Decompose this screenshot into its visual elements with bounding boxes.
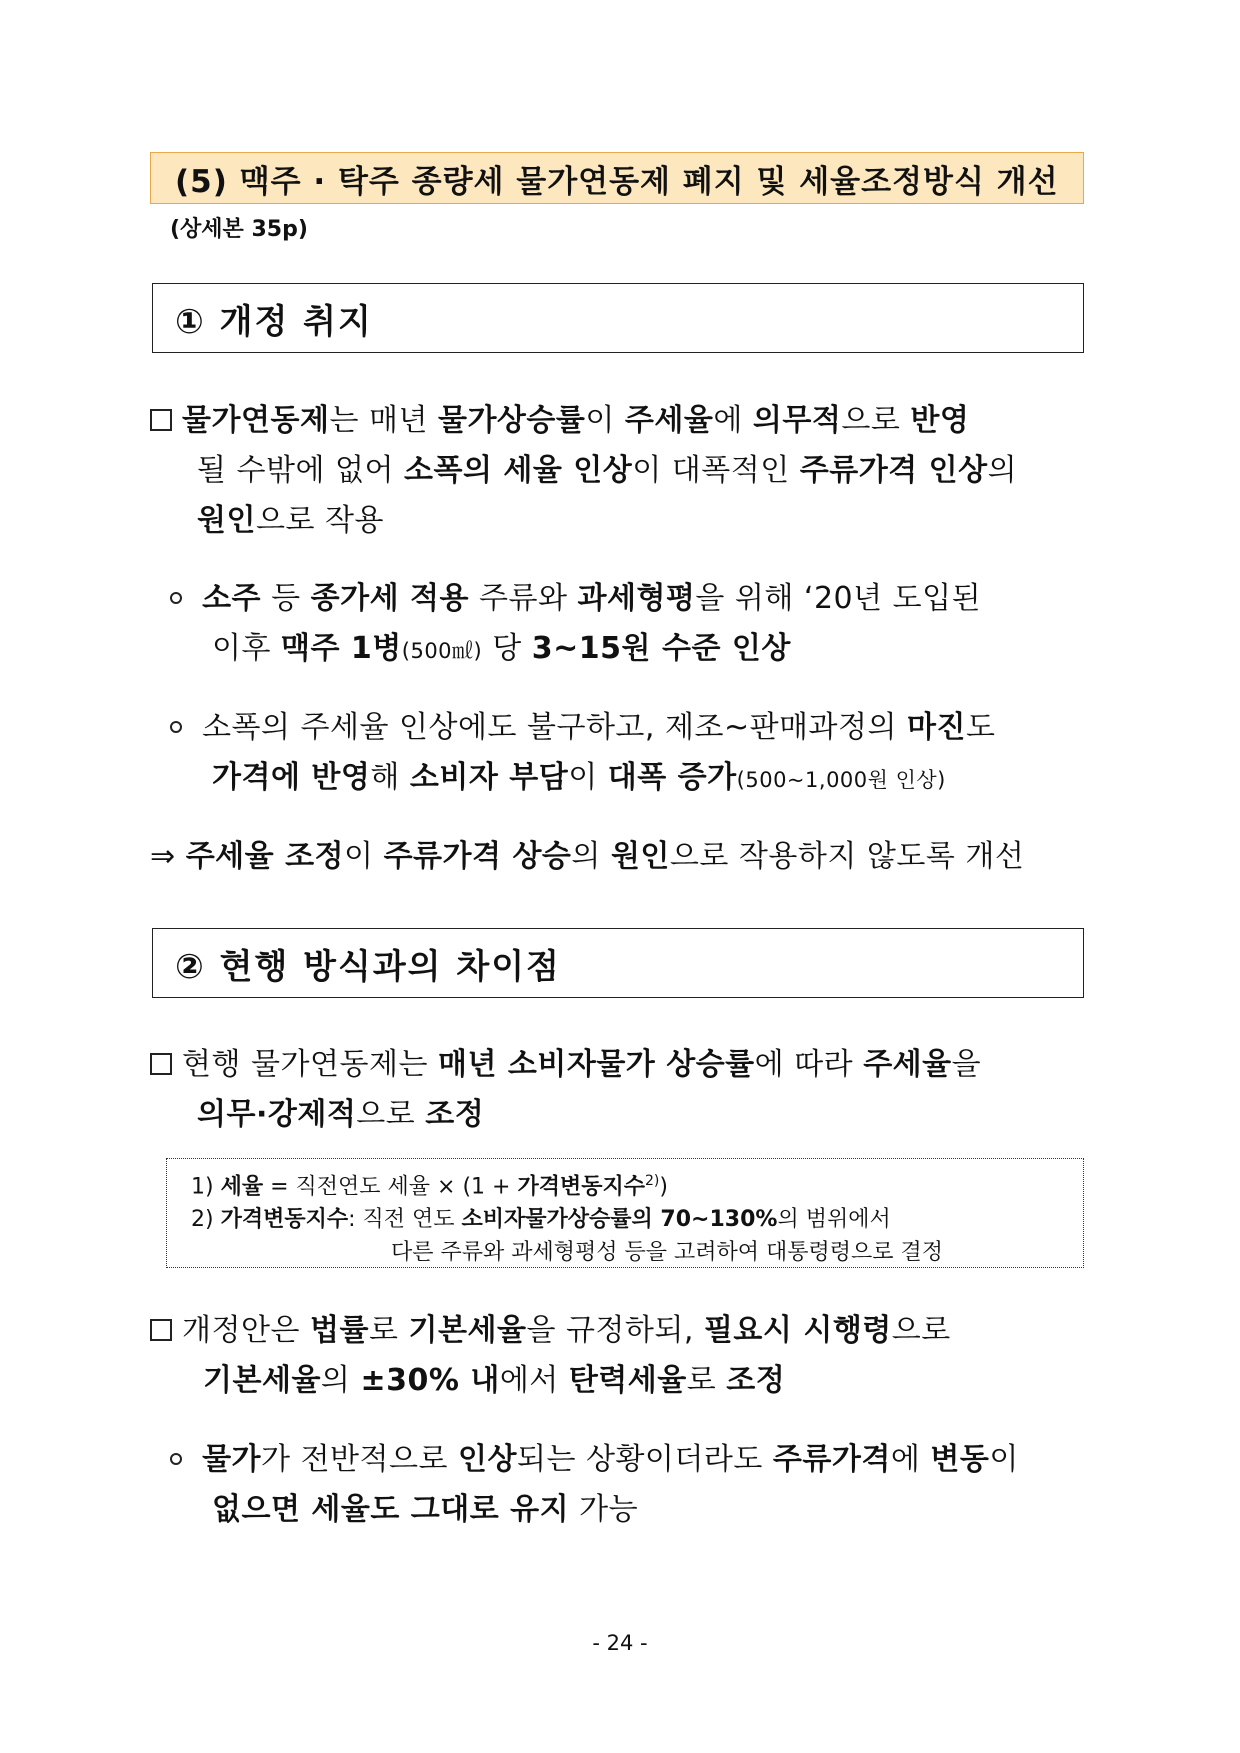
section-header-differences: ② 현행 방식과의 차이점 [152, 928, 1084, 998]
note-line-3: 다른 주류와 과세형평성 등을 고려하여 대통령령으로 결정 [391, 1240, 944, 1266]
purpose-bullet-1-line-1: 소주 등 종가세 적용 주류와 과세형평을 위해 ‘20년 도입된 [170, 574, 981, 624]
purpose-paragraph-line-1: 물가연동제는 매년 물가상승률이 주세율에 의무적으로 반영 [150, 396, 969, 446]
note-line-1: 1) 세율 = 직전연도 세율 × (1 + 가격변동지수$^{2)}$) [191, 1173, 668, 1200]
purpose-conclusion: ⇒ 주세율 조정이 주류가격 상승의 원인으로 작용하지 않도록 개선 [150, 839, 1025, 874]
circle-bullet-icon [170, 592, 182, 604]
note-line-2: 2) 가격변동지수: 직전 연도 소비자물가상승률의 70~130%의 범위에서 [191, 1207, 891, 1233]
amendment-line-1: 개정안은 법률로 기본세율을 규정하되, 필요시 시행령으로 [150, 1306, 951, 1356]
amendment-bullet-line-2: 없으면 세율도 그대로 유지 가능 [212, 1492, 639, 1527]
detail-reference: (상세본 35p) [170, 217, 308, 242]
purpose-paragraph-line-3: 원인으로 작용 [197, 503, 384, 538]
circle-bullet-icon [170, 1453, 182, 1465]
section-header-purpose: ① 개정 취지 [152, 283, 1084, 353]
current-system-line-2: 의무·강제적으로 조정 [197, 1097, 485, 1132]
section-title: (5) 맥주 · 탁주 종량세 물가연동제 폐지 및 세율조정방식 개선 [150, 152, 1084, 204]
purpose-bullet-2-line-2: 가격에 반영해 소비자 부담이 대폭 증가(500~1,000원 인상) [212, 760, 946, 795]
circle-bullet-icon [170, 721, 182, 733]
formula-note-box [166, 1158, 1084, 1268]
square-bullet-icon [150, 1053, 172, 1075]
purpose-bullet-2-line-1: 소폭의 주세율 인상에도 불구하고, 제조~판매과정의 마진도 [170, 703, 995, 753]
purpose-bullet-1-line-2: 이후 맥주 1병(500㎖) 당 3~15원 수준 인상 [212, 631, 791, 666]
page-number: - 24 - [592, 1631, 648, 1655]
amendment-bullet-line-1: 물가가 전반적으로 인상되는 상황이더라도 주류가격에 변동이 [170, 1435, 1019, 1485]
purpose-paragraph-line-2: 될 수밖에 없어 소폭의 세율 인상이 대폭적인 주류가격 인상의 [197, 453, 1018, 488]
amendment-line-2: 기본세율의 ±30% 내에서 탄력세율로 조정 [203, 1363, 786, 1398]
current-system-line-1: 현행 물가연동제는 매년 소비자물가 상승률에 따라 주세율을 [150, 1040, 981, 1090]
square-bullet-icon [150, 1319, 172, 1341]
square-bullet-icon [150, 409, 172, 431]
